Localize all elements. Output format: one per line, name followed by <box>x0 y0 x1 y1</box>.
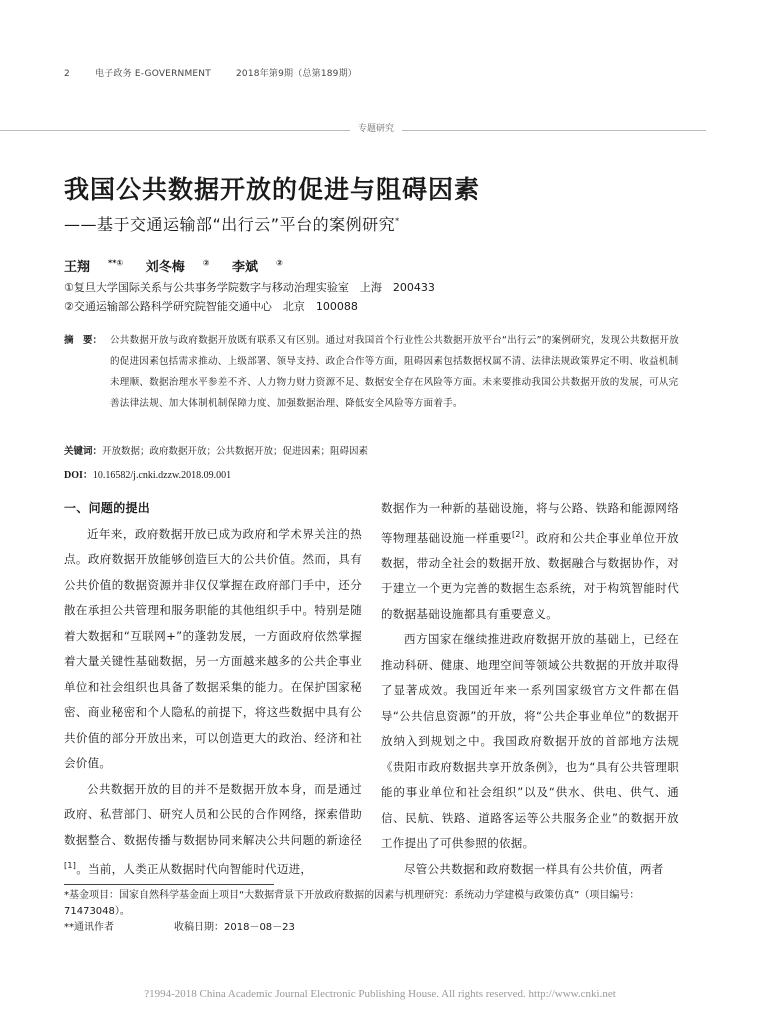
paragraph: 尽管公共数据和政府数据一样具有公共价值，两者 <box>404 861 664 876</box>
body-column-left <box>64 496 362 882</box>
affiliation: ①复旦大学国际关系与公共事务学院数字与移动治理实验室 上海 200433 <box>64 281 435 294</box>
abstract-label: 摘 要： <box>64 335 103 346</box>
doi <box>64 466 231 481</box>
abstract-text: 公共数据开放与政府数据开放既有联系又有区别。通过对我国首个行业性公共数据开放平台“出行云”的案例研究，发现公共数据开放的促进因素包括需求推动、上级部署、领导支持、政企合作等方面，阻碍因素包括数据权属不清、法律法规政策界定不明、收益机制未理顺、数据治理水平参差不齐、人力物力财力资源不足、数据安全存在风险等方面。未来要推动我国公共数据开放的发展，可从完善法律法规、加大体制机制保障力度、加强数据治理、降低安全风险等方面着手。 <box>110 335 680 409</box>
author-name: 刘冬梅 <box>145 260 185 275</box>
body-column-right <box>381 496 679 882</box>
paragraph-text: 。当前，人类正从数据时代向智能时代迈进， <box>76 861 313 876</box>
author-mark: ② <box>276 258 283 268</box>
doi-value: 10.16582/j.cnki.dzzw.2018.09.001 <box>92 470 232 481</box>
footnote-received-date: 收稿日期：2018－08－23 <box>174 922 295 933</box>
section-label: 专题研究 <box>350 121 402 134</box>
footnotes <box>64 888 682 936</box>
copyright-notice: ?1994-2018 China Academic Journal Electronic Publishing House. All rights reserved. http://www.cnki.net <box>144 988 616 1000</box>
author-list <box>64 256 301 275</box>
issue-info: 2018年第9期（总第189期） <box>236 69 358 79</box>
author-mark: ② <box>202 258 210 268</box>
footnote-correspondence <box>64 920 682 936</box>
author-name: 王翔 <box>64 260 91 275</box>
doi-label: DOI： <box>64 470 93 481</box>
paper-subtitle <box>64 212 400 235</box>
subtitle-text: ——基于交通运输部“出行云”平台的案例研究 <box>64 215 396 234</box>
author <box>64 260 123 275</box>
paragraph: 西方国家在继续推进政府数据开放的基础上，已经在推动科研、健康、地理空间等领域公共数据的开放并取得了显著成效。我国近年来一系列国家级官方文件都在倡导“公共信息资源”的开放，将“公共企事业单位”的数据开放纳入到规划之中。我国政府数据开放的首部地方法规《贵阳市政府数据共享开放条例》，也为“具有公共管理职能的事业单位和社会组织”以及“供水、供电、供气、通信、民航、铁路、道路客运等公共服务企业”的数据开放工作提出了可供参照的依据。 <box>381 632 679 851</box>
footnote-rule <box>64 884 274 885</box>
section-heading: 一、问题的提出 <box>64 501 151 515</box>
page-number: 2 <box>64 69 70 79</box>
author <box>232 260 283 275</box>
paragraph <box>64 777 362 883</box>
citation: [2] <box>511 529 525 539</box>
author <box>146 260 210 275</box>
running-header <box>64 66 379 79</box>
keywords-text: 开放数据；政府数据开放；公共数据开放；促进因素；阻碍因素 <box>102 446 369 457</box>
paragraph: 近年来，政府数据开放已成为政府和学术界关注的热点。政府数据开放能够创造巨大的公共价值。然而，具有公共价值的数据资源并非仅仅掌握在政府部门手中，还分散在承担公共管理和服务职能的其他组织手中。特别是随着大数据和“互联网+”的蓬勃发展，一方面政府依然掌握着大量关键性基础数据，另一方面越来越多的公共企事业单位和社会组织也具备了数据采集的能力。在保护国家秘密、商业秘密和个人隐私的前提下，将这些数据中具有公共价值的部分开放出来，可以创造更大的政治、经济和社会价值。 <box>64 526 362 770</box>
keywords <box>64 443 368 457</box>
author-name: 李斌 <box>232 260 259 275</box>
paper-title: 我国公共数据开放的促进与阻碍因素 <box>64 175 481 204</box>
paragraph <box>381 496 679 627</box>
citation: [1] <box>64 861 77 870</box>
footnote-corresponding-author: **通讯作者 <box>64 922 114 933</box>
affiliation: ②交通运输部公路科学研究院智能交通中心 北京 100088 <box>64 300 358 313</box>
paragraph-text: 数据作为一种新的基础设施，将与公路、铁路和能源网络等物理基础设施一样重要 <box>381 501 679 545</box>
author-mark: **① <box>108 258 124 268</box>
journal-name: 电子政务 E-GOVERNMENT <box>95 69 211 79</box>
keywords-label: 关键词： <box>64 446 103 457</box>
paragraph-text: 公共数据开放的目的并不是数据开放本身，而是通过政府、私营部门、研究人员和公民的合作网络，探索借助数据整合、数据传播与数据协同来解决公共问题的新途径 <box>64 781 362 847</box>
abstract <box>64 330 684 414</box>
paragraph-text: 。政府和公共企事业单位开放数据，带动全社会的数据开放、数据融合与数据协作，对于建立一个更为完善的数据生态系统，对于构筑智能时代的数据基础设施都具有重要意义。 <box>381 530 679 621</box>
footnote-funding: *基金项目：国家自然科学基金面上项目“大数据背景下开放政府数据的因素与机理研究：系统动力学建模与政策仿真”（项目编号：71473048）。 <box>64 890 640 917</box>
funding-marker: * <box>395 216 400 226</box>
